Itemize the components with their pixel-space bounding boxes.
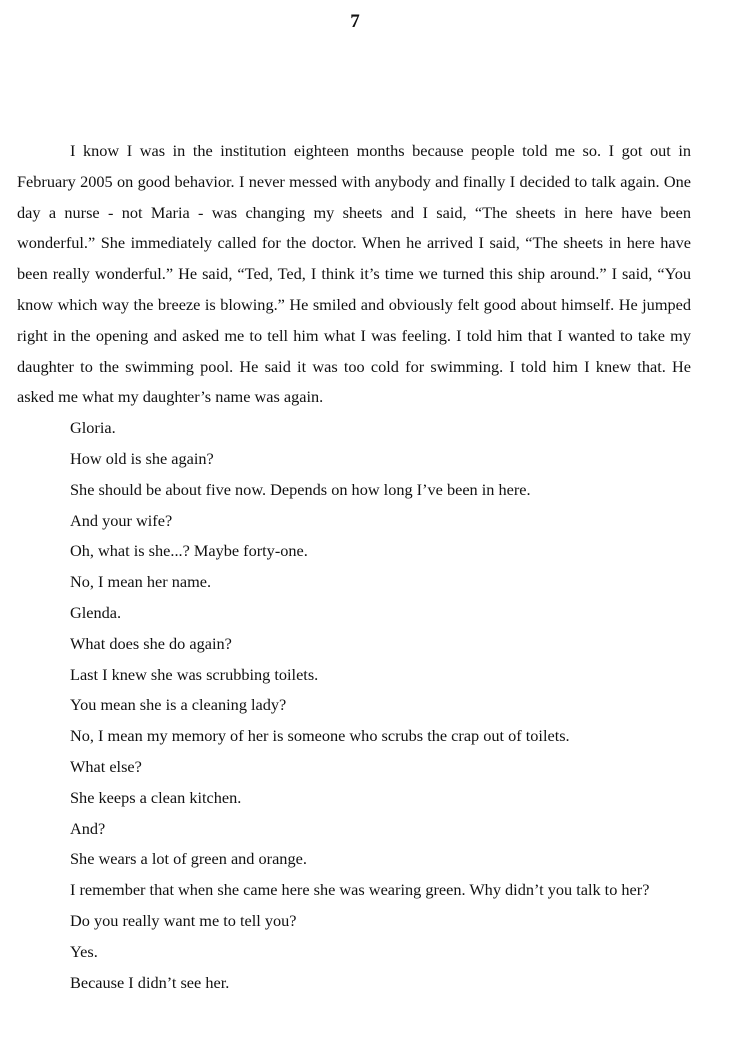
dialogue-line: And? — [70, 818, 106, 838]
dialogue-line: Gloria. — [70, 418, 116, 438]
dialogue-line: You mean she is a cleaning lady? — [70, 695, 287, 715]
body-text — [17, 136, 691, 998]
dialogue-line: Yes. — [70, 941, 98, 961]
dialogue-line: How old is she again? — [70, 448, 214, 468]
dialogue-line: She keeps a clean kitchen. — [70, 787, 242, 807]
dialogue-line: What else? — [70, 756, 142, 776]
page-number: 7 — [350, 11, 360, 32]
dialogue-line: What does she do again? — [70, 633, 232, 653]
dialogue-line: Oh, what is she...? Maybe forty-one. — [70, 541, 308, 561]
dialogue-line: Because I didn’t see her. — [70, 972, 230, 992]
paragraph-narrative: I know I was in the institution eighteen months because people told me so. I got out in February 2005 on good behavior. I never messed with anybody and finally I decided to talk again. One day a nurse - not Maria - was changing my sheets and I said, “The sheets in here have been wonderful.” She immediately called for the doctor. When he arrived I said, “The sheets in here have been really wonderful.” He said, “Ted, Ted, I think it’s time we turned this ship around.” I said, “You know which way the breeze is blowing.” He smiled and obviously felt good about himself. He jumped right in the opening and asked me to tell him what I was feeling. I told him that I wanted to take my daughter to the swimming pool. He said it was too cold for swimming. I told him I knew that. He asked me what my daughter’s name was again. — [17, 141, 691, 407]
dialogue-line: No, I mean her name. — [70, 572, 212, 592]
dialogue-line: Glenda. — [70, 602, 122, 622]
dialogue-line: No, I mean my memory of her is someone who scrubs the crap out of toilets. — [70, 726, 570, 746]
dialogue-line: Do you really want me to tell you? — [70, 910, 297, 930]
dialogue-line: She should be about five now. Depends on how long I’ve been in here. — [70, 479, 531, 499]
dialogue-line: And your wife? — [70, 510, 173, 530]
dialogue-line: She wears a lot of green and orange. — [70, 849, 307, 869]
dialogue-line: I remember that when she came here she was wearing green. Why didn’t you talk to her? — [70, 880, 650, 900]
dialogue-line: Last I knew she was scrubbing toilets. — [70, 664, 319, 684]
